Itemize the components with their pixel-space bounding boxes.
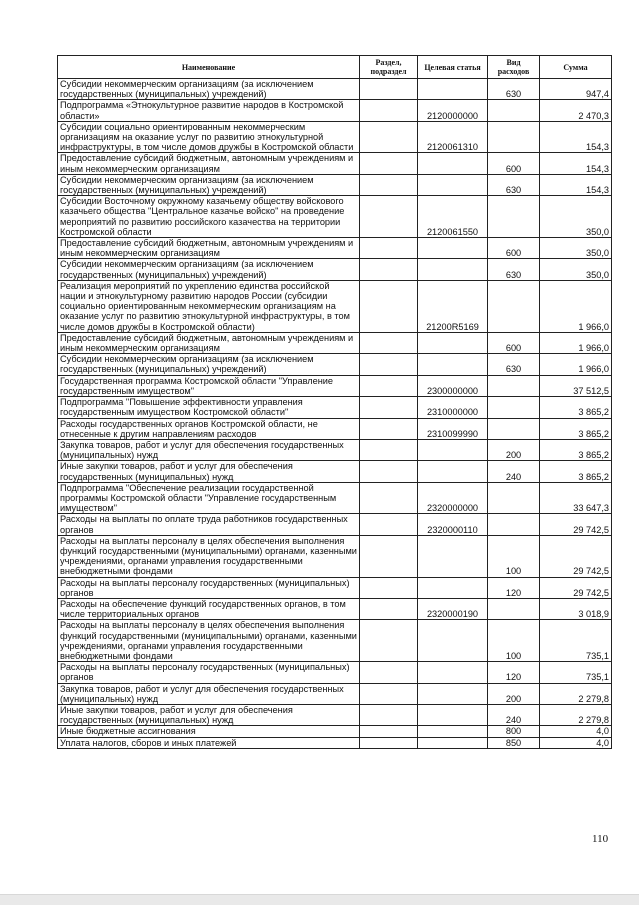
cell-celevaya: [418, 577, 488, 598]
cell-summa: 1 966,0: [540, 354, 612, 375]
cell-summa: 29 742,5: [540, 535, 612, 577]
cell-razdel: [360, 620, 418, 662]
cell-vid: 800: [488, 726, 540, 737]
cell-celevaya: 2310000000: [418, 397, 488, 418]
cell-vid: 240: [488, 704, 540, 725]
cell-celevaya: [418, 620, 488, 662]
table-row: [58, 598, 612, 619]
cell-summa: 2 279,8: [540, 683, 612, 704]
table-row: [58, 535, 612, 577]
cell-vid: 240: [488, 461, 540, 482]
cell-razdel: [360, 439, 418, 460]
cell-summa: 37 512,5: [540, 375, 612, 396]
cell-name: Закупка товаров, работ и услуг для обеспечения государственных (муниципальных) нужд: [58, 683, 360, 704]
cell-summa: 4,0: [540, 726, 612, 737]
budget-table-container: [57, 55, 611, 749]
cell-name: Субсидии социально ориентированным некоммерческим организациям на оказание услуг по развитию этнокультурной инфраструктуры, в том числе домов дружбы в Костромской области: [58, 121, 360, 153]
cell-name: Иные бюджетные ассигнования: [58, 726, 360, 737]
cell-celevaya: [418, 79, 488, 100]
cell-name: Подпрограмма "Повышение эффективности управления государственным имуществом Костромской области": [58, 397, 360, 418]
cell-summa: 350,0: [540, 238, 612, 259]
cell-celevaya: [418, 726, 488, 737]
table-row: [58, 238, 612, 259]
cell-vid: 200: [488, 683, 540, 704]
cell-celevaya: [418, 439, 488, 460]
table-row: [58, 79, 612, 100]
header-name: Наименование: [58, 56, 360, 79]
cell-razdel: [360, 332, 418, 353]
cell-name: Субсидии некоммерческим организациям (за исключением государственных (муниципальных) учреждений): [58, 259, 360, 280]
table-row: [58, 397, 612, 418]
table-row: [58, 577, 612, 598]
table-row: [58, 332, 612, 353]
header-summa: Сумма: [540, 56, 612, 79]
cell-celevaya: 2120061550: [418, 196, 488, 238]
cell-vid: [488, 598, 540, 619]
cell-summa: 29 742,5: [540, 577, 612, 598]
cell-name: Расходы на обеспечение функций государственных органов, в том числе территориальных органов: [58, 598, 360, 619]
page-number: 110: [592, 833, 609, 845]
cell-name: Закупка товаров, работ и услуг для обеспечения государственных (муниципальных) нужд: [58, 439, 360, 460]
table-row: [58, 726, 612, 737]
cell-razdel: [360, 726, 418, 737]
cell-razdel: [360, 535, 418, 577]
table-row: [58, 121, 612, 153]
cell-celevaya: [418, 683, 488, 704]
cell-vid: 100: [488, 620, 540, 662]
cell-razdel: [360, 683, 418, 704]
cell-celevaya: 2310099990: [418, 418, 488, 439]
table-row: [58, 704, 612, 725]
cell-summa: 154,3: [540, 153, 612, 174]
cell-celevaya: [418, 704, 488, 725]
cell-celevaya: 2120061310: [418, 121, 488, 153]
cell-summa: 154,3: [540, 121, 612, 153]
cell-vid: [488, 121, 540, 153]
cell-summa: 3 018,9: [540, 598, 612, 619]
cell-vid: 600: [488, 238, 540, 259]
cell-celevaya: [418, 332, 488, 353]
cell-vid: 600: [488, 153, 540, 174]
header-vid: Вид расходов: [488, 56, 540, 79]
cell-summa: 350,0: [540, 259, 612, 280]
cell-vid: [488, 100, 540, 121]
cell-vid: [488, 418, 540, 439]
cell-vid: [488, 280, 540, 332]
table-row: [58, 620, 612, 662]
cell-vid: 630: [488, 79, 540, 100]
cell-summa: 735,1: [540, 620, 612, 662]
cell-name: Субсидии Восточному окружному казачьему обществу войскового казачьего общества "Центральное казачье войско" на проведение мероприятий по развитию российского казачества на территории Костромской области: [58, 196, 360, 238]
cell-vid: 630: [488, 259, 540, 280]
cell-celevaya: [418, 662, 488, 683]
table-row: [58, 514, 612, 535]
table-row: [58, 461, 612, 482]
table-row: [58, 375, 612, 396]
cell-summa: 2 470,3: [540, 100, 612, 121]
cell-razdel: [360, 461, 418, 482]
cell-celevaya: [418, 354, 488, 375]
cell-name: Расходы на выплаты по оплате труда работников государственных органов: [58, 514, 360, 535]
cell-razdel: [360, 121, 418, 153]
cell-summa: 33 647,3: [540, 482, 612, 514]
table-row: [58, 354, 612, 375]
cell-vid: 200: [488, 439, 540, 460]
cell-razdel: [360, 418, 418, 439]
cell-name: Подпрограмма «Этнокультурное развитие народов в Костромской области»: [58, 100, 360, 121]
cell-celevaya: [418, 737, 488, 748]
cell-summa: 3 865,2: [540, 461, 612, 482]
cell-summa: 3 865,2: [540, 439, 612, 460]
budget-table: [57, 55, 612, 749]
cell-vid: [488, 482, 540, 514]
cell-name: Уплата налогов, сборов и иных платежей: [58, 737, 360, 748]
cell-razdel: [360, 397, 418, 418]
cell-razdel: [360, 354, 418, 375]
cell-name: Субсидии некоммерческим организациям (за исключением государственных (муниципальных) учреждений): [58, 354, 360, 375]
cell-celevaya: 2320000190: [418, 598, 488, 619]
cell-vid: 600: [488, 332, 540, 353]
cell-vid: [488, 397, 540, 418]
cell-razdel: [360, 79, 418, 100]
cell-name: Государственная программа Костромской области "Управление государственным имуществом": [58, 375, 360, 396]
cell-celevaya: 2320000000: [418, 482, 488, 514]
cell-name: Иные закупки товаров, работ и услуг для обеспечения государственных (муниципальных) нужд: [58, 461, 360, 482]
cell-razdel: [360, 704, 418, 725]
cell-razdel: [360, 577, 418, 598]
cell-razdel: [360, 482, 418, 514]
cell-summa: 154,3: [540, 174, 612, 195]
cell-name: Реализация мероприятий по укреплению единства российской нации и этнокультурному развитию народов России (субсидии социально ориентированным некоммерческим организациям на оказание услуг по развитию этнокультурной инфраструктуры, в том числе домов дружбы в Костромской области): [58, 280, 360, 332]
cell-razdel: [360, 259, 418, 280]
cell-vid: 850: [488, 737, 540, 748]
cell-name: Предоставление субсидий бюджетным, автономным учреждениям и иным некоммерческим организациям: [58, 238, 360, 259]
cell-vid: [488, 375, 540, 396]
table-row: [58, 259, 612, 280]
cell-razdel: [360, 196, 418, 238]
table-row: [58, 737, 612, 748]
cell-name: Иные закупки товаров, работ и услуг для обеспечения государственных (муниципальных) нужд: [58, 704, 360, 725]
cell-name: Предоставление субсидий бюджетным, автономным учреждениям и иным некоммерческим организациям: [58, 153, 360, 174]
cell-razdel: [360, 737, 418, 748]
table-row: [58, 418, 612, 439]
cell-name: Расходы на выплаты персоналу государственных (муниципальных) органов: [58, 662, 360, 683]
cell-celevaya: [418, 535, 488, 577]
cell-summa: 3 865,2: [540, 418, 612, 439]
cell-razdel: [360, 375, 418, 396]
cell-summa: 735,1: [540, 662, 612, 683]
cell-name: Подпрограмма "Обеспечение реализации государственной программы Костромской области "Управление государственным имуществом": [58, 482, 360, 514]
cell-celevaya: 2120000000: [418, 100, 488, 121]
cell-razdel: [360, 598, 418, 619]
table-body: [58, 79, 612, 749]
cell-razdel: [360, 100, 418, 121]
cell-vid: 120: [488, 577, 540, 598]
cell-name: Субсидии некоммерческим организациям (за исключением государственных (муниципальных) учреждений): [58, 174, 360, 195]
cell-celevaya: [418, 259, 488, 280]
cell-razdel: [360, 174, 418, 195]
cell-name: Расходы на выплаты персоналу государственных (муниципальных) органов: [58, 577, 360, 598]
cell-summa: 1 966,0: [540, 332, 612, 353]
cell-vid: 630: [488, 174, 540, 195]
table-row: [58, 439, 612, 460]
cell-celevaya: 2320000110: [418, 514, 488, 535]
cell-vid: [488, 196, 540, 238]
cell-razdel: [360, 153, 418, 174]
header-celevaya: Целевая статья: [418, 56, 488, 79]
table-row: [58, 662, 612, 683]
table-header-row: [58, 56, 612, 79]
cell-celevaya: [418, 174, 488, 195]
cell-name: Расходы на выплаты персоналу в целях обеспечения выполнения функций государственными (муниципальными) органами, казенными учреждениями, органами управления государственными внебюджетными фондами: [58, 535, 360, 577]
cell-celevaya: [418, 461, 488, 482]
cell-vid: 100: [488, 535, 540, 577]
cell-razdel: [360, 662, 418, 683]
cell-celevaya: 2300000000: [418, 375, 488, 396]
cell-razdel: [360, 280, 418, 332]
cell-vid: [488, 514, 540, 535]
table-row: [58, 174, 612, 195]
cell-summa: 350,0: [540, 196, 612, 238]
table-row: [58, 482, 612, 514]
cell-razdel: [360, 238, 418, 259]
cell-summa: 4,0: [540, 737, 612, 748]
table-row: [58, 196, 612, 238]
cell-summa: 3 865,2: [540, 397, 612, 418]
cell-vid: 630: [488, 354, 540, 375]
scan-bottom-strip: [0, 894, 639, 905]
cell-vid: 120: [488, 662, 540, 683]
cell-celevaya: 21200R5169: [418, 280, 488, 332]
header-razdel: Раздел, подраздел: [360, 56, 418, 79]
table-row: [58, 153, 612, 174]
cell-name: Расходы государственных органов Костромской области, не отнесенные к другим направлениям расходов: [58, 418, 360, 439]
cell-name: Расходы на выплаты персоналу в целях обеспечения выполнения функций государственными (муниципальными) органами, казенными учреждениями, органами управления государственными внебюджетными фондами: [58, 620, 360, 662]
cell-summa: 1 966,0: [540, 280, 612, 332]
cell-name: Субсидии некоммерческим организациям (за исключением государственных (муниципальных) учреждений): [58, 79, 360, 100]
cell-celevaya: [418, 238, 488, 259]
cell-summa: 29 742,5: [540, 514, 612, 535]
cell-razdel: [360, 514, 418, 535]
table-row: [58, 100, 612, 121]
cell-summa: 2 279,8: [540, 704, 612, 725]
table-row: [58, 683, 612, 704]
cell-celevaya: [418, 153, 488, 174]
cell-summa: 947,4: [540, 79, 612, 100]
table-row: [58, 280, 612, 332]
cell-name: Предоставление субсидий бюджетным, автономным учреждениям и иным некоммерческим организациям: [58, 332, 360, 353]
